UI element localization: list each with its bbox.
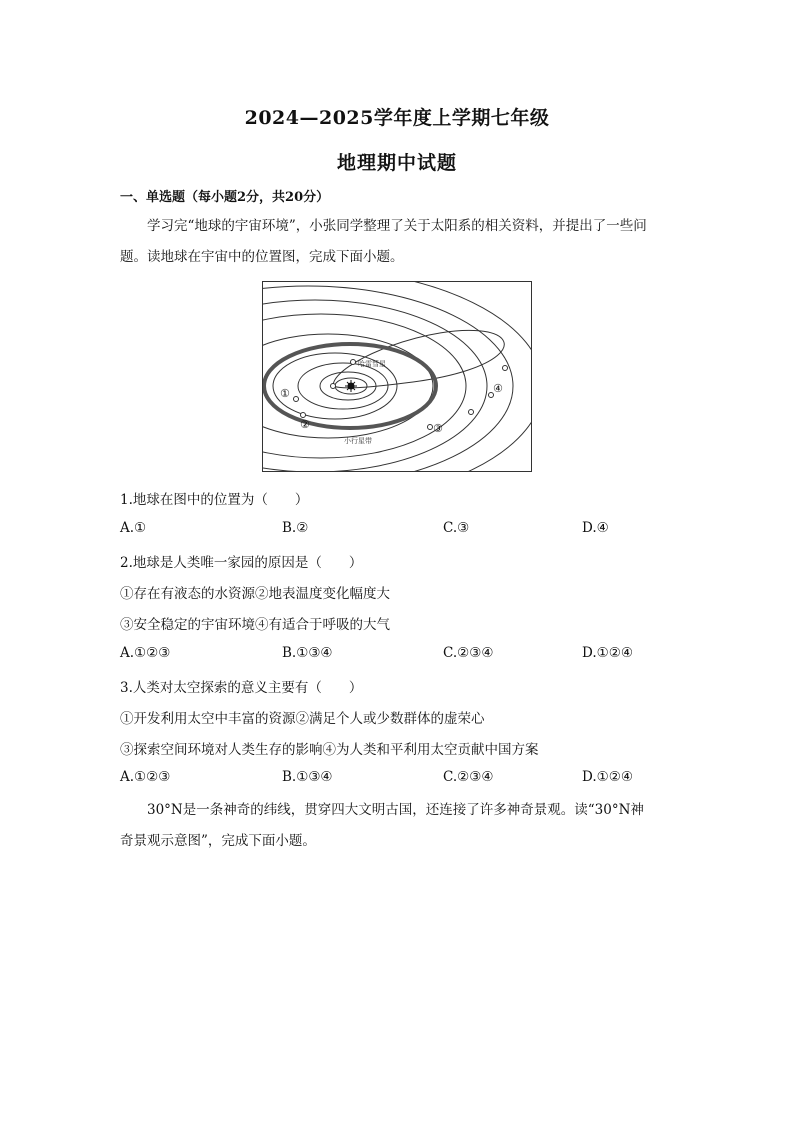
question-3-statement-1: ①开发利用太空中丰富的资源②满足个人或少数群体的虚荣心 bbox=[120, 711, 485, 727]
question-3-stem: 3.人类对太空探索的意义主要有（ ） bbox=[120, 680, 363, 696]
exam-title: 2024—2025学年度上学期七年级 bbox=[244, 107, 550, 129]
asteroid-belt-label: 小行星带 bbox=[344, 437, 372, 445]
question-3-option-b[interactable]: B.①③④ bbox=[282, 769, 333, 785]
intro-1-line-2: 题。读地球在宇宙中的位置图，完成下面小题。 bbox=[120, 249, 404, 265]
solar-system-figure bbox=[262, 281, 532, 472]
question-1-option-a[interactable]: A.① bbox=[120, 520, 147, 536]
section-heading: 一、单选题（每小题2分，共20分） bbox=[120, 190, 330, 205]
question-2-option-c[interactable]: C.②③④ bbox=[443, 645, 494, 661]
question-2-statement-1: ①存在有液态的水资源②地表温度变化幅度大 bbox=[120, 586, 390, 602]
position-mark-1: ① bbox=[280, 387, 290, 400]
intro-2-line-2: 奇景观示意图”，完成下面小题。 bbox=[120, 833, 316, 849]
question-1-option-b[interactable]: B.② bbox=[282, 520, 309, 536]
solar-system-diagram bbox=[263, 282, 531, 471]
sun-icon bbox=[345, 380, 357, 392]
question-3-statement-2: ③探索空间环境对人类生存的影响④为人类和平利用太空贡献中国方案 bbox=[120, 742, 539, 758]
position-mark-3: ③ bbox=[433, 422, 443, 435]
comet-label: 哈雷彗星 bbox=[358, 360, 386, 368]
question-2-stem: 2.地球是人类唯一家园的原因是（ ） bbox=[120, 555, 363, 571]
question-2-option-b[interactable]: B.①③④ bbox=[282, 645, 333, 661]
position-mark-4: ④ bbox=[493, 382, 503, 395]
position-mark-2: ② bbox=[300, 418, 310, 431]
question-3-option-a[interactable]: A.①②③ bbox=[120, 769, 171, 785]
question-2-statement-2: ③安全稳定的宇宙环境④有适合于呼吸的大气 bbox=[120, 617, 390, 633]
intro-paragraph-2 bbox=[120, 795, 676, 857]
question-3-option-c[interactable]: C.②③④ bbox=[443, 769, 494, 785]
question-1-stem: 1.地球在图中的位置为（ ） bbox=[120, 492, 309, 508]
intro-paragraph-1 bbox=[120, 211, 676, 273]
question-2-option-d[interactable]: D.①②④ bbox=[582, 645, 633, 661]
question-3-option-d[interactable]: D.①②④ bbox=[582, 769, 633, 785]
intro-1-line-1: 学习完“地球的宇宙环境”，小张同学整理了关于太阳系的相关资料，并提出了一些问 bbox=[147, 218, 647, 234]
question-2-option-a[interactable]: A.①②③ bbox=[120, 645, 171, 661]
question-1-option-d[interactable]: D.④ bbox=[582, 520, 609, 536]
exam-subtitle: 地理期中试题 bbox=[336, 152, 457, 174]
intro-2-line-1: 30°N是一条神奇的纬线，贯穿四大文明古国，还连接了许多神奇景观。读“30°N神 bbox=[147, 802, 644, 818]
question-1-option-c[interactable]: C.③ bbox=[443, 520, 470, 536]
